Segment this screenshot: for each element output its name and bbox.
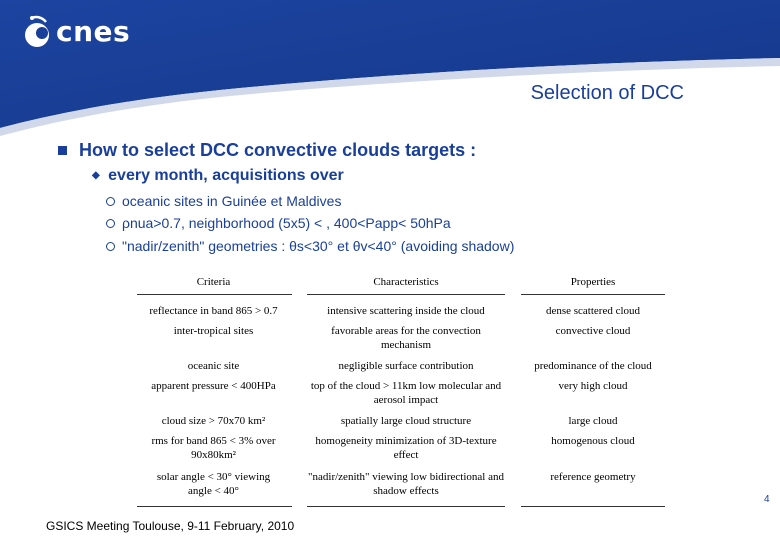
bullet-level3-text: oceanic sites in Guinée et Maldives: [122, 193, 342, 209]
page-number: 4: [764, 494, 770, 505]
cnes-logo-text: cnes: [56, 15, 131, 48]
bullet-level2: [92, 167, 344, 185]
table-cell-characteristics: homogeneity minimization of 3D-texture effect: [315, 435, 497, 461]
table-header-characteristics: Characteristics: [373, 276, 439, 288]
table-cell-criteria: apparent pressure < 400HPa: [151, 380, 276, 392]
table-cell-criteria: oceanic site: [187, 360, 240, 372]
cnes-logo-icon: [22, 14, 52, 50]
bullet-level3-text: ρnua>0.7, neighborhood (5x5) < , 400<Papp< 50hPa: [122, 215, 451, 231]
table-cell-characteristics: spatially large cloud structure: [340, 415, 472, 427]
bullet-level3: [106, 193, 341, 209]
table-bottom-rule: [137, 506, 292, 507]
table-cell-properties: homogenous cloud: [551, 435, 635, 447]
table-header-rule: [307, 294, 505, 295]
square-bullet-icon: [58, 146, 67, 155]
table-header-rule: [521, 294, 665, 295]
criteria-table: [135, 272, 665, 508]
circle-bullet-icon: [106, 219, 115, 228]
table-cell-criteria: cloud size > 70x70 km²: [161, 415, 266, 427]
table-bottom-rule: [307, 506, 505, 507]
bullet-level1: [58, 140, 476, 161]
footer-text: GSICS Meeting Toulouse, 9-11 February, 2010: [46, 519, 295, 533]
table-header-criteria: Criteria: [196, 276, 231, 288]
table-bottom-rule: [521, 506, 665, 507]
table-cell-criteria: reflectance in band 865 > 0.7: [149, 305, 278, 317]
table-cell-properties: predominance of the cloud: [534, 360, 652, 372]
bullet-level2-text: every month, acquisitions over: [108, 167, 344, 184]
table-cell-properties: reference geometry: [550, 471, 636, 483]
cnes-logo: [22, 14, 130, 50]
table-cell-criteria: inter-tropical sites: [173, 325, 254, 337]
bullet-level3-text: "nadir/zenith" geometries : θs<30° et θv<40° (avoiding shadow): [122, 238, 515, 254]
bullet-level1-text: How to select DCC convective clouds targets :: [79, 140, 477, 160]
table-cell-properties: dense scattered cloud: [545, 305, 641, 317]
table-cell-properties: large cloud: [568, 415, 618, 427]
table-cell-characteristics: favorable areas for the convection mechanism: [331, 325, 481, 351]
table-cell-characteristics: top of the cloud > 11km low molecular and aerosol impact: [310, 380, 502, 406]
table-cell-characteristics: intensive scattering inside the cloud: [327, 305, 485, 317]
slide-title: Selection of DCC: [530, 82, 684, 104]
bullet-level3: [106, 238, 514, 254]
table-cell-characteristics: "nadir/zenith" viewing low bidirectional and shadow effects: [308, 471, 504, 497]
table-cell-criteria: rms for band 865 < 3% over 90x80km²: [151, 435, 276, 461]
circle-bullet-icon: [106, 197, 115, 206]
table-cell-characteristics: negligible surface contribution: [338, 360, 474, 372]
circle-bullet-icon: [106, 242, 115, 251]
table-header-properties: Properties: [570, 276, 616, 288]
bullet-level3: [106, 215, 451, 231]
table-cell-criteria: solar angle < 30° viewing angle < 40°: [156, 471, 271, 497]
diamond-bullet-icon: ◆: [92, 170, 100, 181]
table-cell-properties: convective cloud: [555, 325, 631, 337]
table-header-rule: [137, 294, 292, 295]
table-cell-properties: very high cloud: [558, 380, 628, 392]
